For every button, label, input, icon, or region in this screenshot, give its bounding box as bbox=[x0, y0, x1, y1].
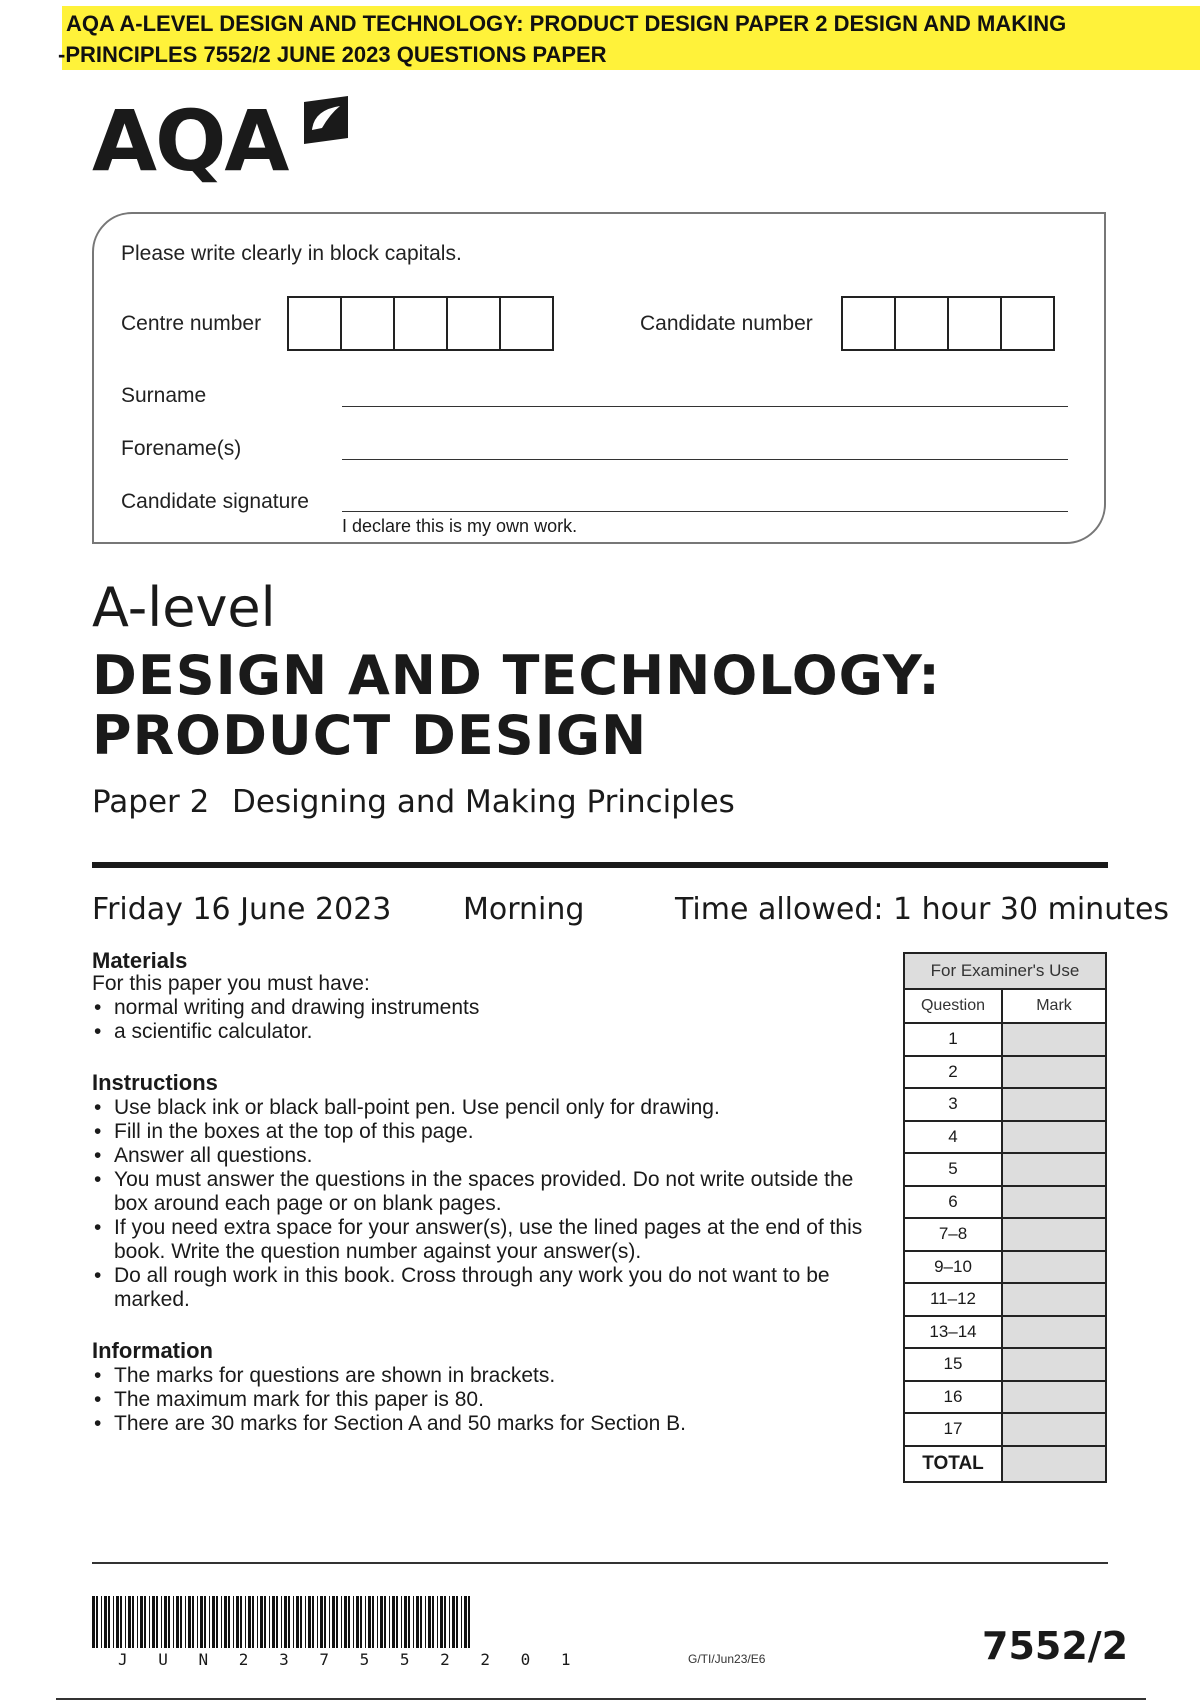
table-row bbox=[904, 1023, 1106, 1056]
table-row bbox=[904, 1251, 1106, 1284]
barcode-bar bbox=[293, 1596, 294, 1648]
mark-cell[interactable] bbox=[1002, 1056, 1106, 1089]
table-row bbox=[904, 1056, 1106, 1089]
barcode-bar bbox=[269, 1596, 270, 1648]
paper-number: Paper 2 bbox=[92, 784, 210, 820]
barcode-bar bbox=[276, 1596, 278, 1648]
materials-list bbox=[92, 996, 892, 1044]
mark-cell[interactable] bbox=[1002, 1153, 1106, 1186]
list-item: • If you need extra space for your answer(s), use the lined pages at the end of this book. Write the question number against your answer(s). bbox=[92, 1216, 882, 1264]
paper-title: Designing and Making Principles bbox=[232, 784, 735, 820]
table-row bbox=[904, 1153, 1106, 1186]
materials-intro: For this paper you must have: bbox=[92, 972, 370, 995]
barcode-bar bbox=[152, 1596, 155, 1648]
barcode-bar bbox=[176, 1596, 179, 1648]
centre-number-cell[interactable] bbox=[287, 296, 342, 351]
barcode-bar bbox=[353, 1596, 354, 1648]
barcode-bar bbox=[92, 1596, 95, 1648]
barcode-bar bbox=[456, 1596, 458, 1648]
barcode-bar bbox=[216, 1596, 218, 1648]
question-number: 4 bbox=[904, 1121, 1002, 1154]
subject-title-line-2: PRODUCT DESIGN bbox=[92, 704, 648, 767]
table-row bbox=[904, 1088, 1106, 1121]
question-number: 1 bbox=[904, 1023, 1002, 1056]
table-row bbox=[904, 1381, 1106, 1414]
signature-field[interactable] bbox=[342, 511, 1068, 512]
barcode bbox=[92, 1596, 474, 1648]
title-rule bbox=[92, 862, 1108, 868]
materials-heading: Materials bbox=[92, 948, 188, 973]
barcode-bar bbox=[461, 1596, 462, 1648]
mark-column-header: Mark bbox=[1002, 989, 1106, 1023]
mark-cell[interactable] bbox=[1002, 1413, 1106, 1446]
barcode-bar bbox=[221, 1596, 222, 1648]
table-row bbox=[904, 1186, 1106, 1219]
forenames-label: Forename(s) bbox=[121, 437, 242, 460]
barcode-bar bbox=[288, 1596, 290, 1648]
forenames-field[interactable] bbox=[342, 459, 1068, 460]
list-item: • Use black ink or black ball-point pen. Use pencil only for drawing. bbox=[92, 1096, 882, 1120]
barcode-bar bbox=[404, 1596, 407, 1648]
examiner-use-table bbox=[903, 952, 1107, 1483]
barcode-bar bbox=[252, 1596, 254, 1648]
mark-cell[interactable] bbox=[1002, 1381, 1106, 1414]
barcode-bar bbox=[428, 1596, 431, 1648]
barcode-bar bbox=[365, 1596, 366, 1648]
instructions-heading: Instructions bbox=[92, 1070, 218, 1095]
barcode-bar bbox=[168, 1596, 170, 1648]
barcode-bar bbox=[204, 1596, 206, 1648]
mark-cell[interactable] bbox=[1002, 1186, 1106, 1219]
signature-label: Candidate signature bbox=[121, 490, 309, 513]
exam-session: Morning bbox=[463, 892, 585, 927]
centre-number-cell[interactable] bbox=[499, 296, 554, 351]
barcode-bar bbox=[264, 1596, 266, 1648]
barcode-bar bbox=[413, 1596, 414, 1648]
barcode-digits: J U N 2 3 7 5 5 2 2 0 1 bbox=[118, 1650, 582, 1669]
footer-rule bbox=[92, 1562, 1108, 1564]
barcode-bar bbox=[329, 1596, 330, 1648]
barcode-bar bbox=[144, 1596, 146, 1648]
barcode-bar bbox=[188, 1596, 191, 1648]
barcode-bar bbox=[212, 1596, 215, 1648]
block-capitals-instruction: Please write clearly in block capitals. bbox=[121, 242, 462, 265]
table-row bbox=[904, 1218, 1106, 1251]
title-banner bbox=[58, 6, 1200, 70]
barcode-bar bbox=[449, 1596, 450, 1648]
question-number: 16 bbox=[904, 1381, 1002, 1414]
list-item: • Fill in the boxes at the top of this page. bbox=[92, 1120, 882, 1144]
barcode-bar bbox=[360, 1596, 362, 1648]
candidate-number-cell[interactable] bbox=[947, 296, 1002, 351]
barcode-bar bbox=[392, 1596, 395, 1648]
barcode-bar bbox=[245, 1596, 246, 1648]
barcode-bar bbox=[233, 1596, 234, 1648]
barcode-bar bbox=[341, 1596, 342, 1648]
barcode-bar bbox=[257, 1596, 258, 1648]
list-item: • The maximum mark for this paper is 80. bbox=[92, 1388, 892, 1412]
barcode-bar bbox=[185, 1596, 186, 1648]
mark-cell[interactable] bbox=[1002, 1023, 1106, 1056]
question-number: 17 bbox=[904, 1413, 1002, 1446]
barcode-bar bbox=[228, 1596, 230, 1648]
barcode-bar bbox=[272, 1596, 275, 1648]
barcode-bar bbox=[104, 1596, 107, 1648]
barcode-bar bbox=[192, 1596, 194, 1648]
barcode-bar bbox=[248, 1596, 251, 1648]
list-item: • You must answer the questions in the spaces provided. Do not write outside the box around each page or on blank pages. bbox=[92, 1168, 882, 1216]
qualification-level: A-level bbox=[92, 576, 276, 639]
barcode-bar bbox=[116, 1596, 119, 1648]
surname-label: Surname bbox=[121, 384, 207, 407]
barcode-bar bbox=[240, 1596, 242, 1648]
barcode-bar bbox=[408, 1596, 410, 1648]
barcode-bar bbox=[180, 1596, 182, 1648]
table-row bbox=[904, 1121, 1106, 1154]
mark-cell[interactable] bbox=[1002, 1316, 1106, 1349]
table-row bbox=[904, 1316, 1106, 1349]
barcode-bar bbox=[236, 1596, 239, 1648]
total-label: TOTAL bbox=[904, 1446, 1002, 1482]
barcode-bar bbox=[336, 1596, 338, 1648]
mark-cell[interactable] bbox=[1002, 1251, 1106, 1284]
barcode-bar bbox=[317, 1596, 318, 1648]
centre-number-cell[interactable] bbox=[340, 296, 395, 351]
examiner-table-title: For Examiner's Use bbox=[904, 953, 1106, 989]
candidate-number-label: Candidate number bbox=[640, 312, 813, 335]
barcode-bar bbox=[320, 1596, 323, 1648]
question-number: 6 bbox=[904, 1186, 1002, 1219]
barcode-bar bbox=[384, 1596, 386, 1648]
barcode-bar bbox=[156, 1596, 158, 1648]
barcode-bar bbox=[464, 1596, 467, 1648]
barcode-bar bbox=[281, 1596, 282, 1648]
barcode-bar bbox=[416, 1596, 419, 1648]
question-number: 3 bbox=[904, 1088, 1002, 1121]
table-row bbox=[904, 1283, 1106, 1316]
barcode-bar bbox=[173, 1596, 174, 1648]
centre-number-cell[interactable] bbox=[446, 296, 501, 351]
barcode-bar bbox=[120, 1596, 122, 1648]
centre-number-cell[interactable] bbox=[393, 296, 448, 351]
exam-date: Friday 16 June 2023 bbox=[92, 892, 392, 927]
document-reference: G/TI/Jun23/E6 bbox=[688, 1652, 766, 1666]
question-number: 5 bbox=[904, 1153, 1002, 1186]
barcode-bar bbox=[468, 1596, 470, 1648]
surname-field[interactable] bbox=[342, 406, 1068, 407]
list-item: • Answer all questions. bbox=[92, 1144, 882, 1168]
question-number: 15 bbox=[904, 1348, 1002, 1381]
list-item: • The marks for questions are shown in brackets. bbox=[92, 1364, 892, 1388]
barcode-bar bbox=[432, 1596, 434, 1648]
barcode-bar bbox=[324, 1596, 326, 1648]
barcode-bar bbox=[440, 1596, 443, 1648]
barcode-bar bbox=[224, 1596, 227, 1648]
barcode-bar bbox=[209, 1596, 210, 1648]
paper-code: 7552/2 bbox=[982, 1624, 1129, 1668]
question-number: 7–8 bbox=[904, 1218, 1002, 1251]
barcode-bar bbox=[344, 1596, 347, 1648]
declaration-text: I declare this is my own work. bbox=[342, 516, 578, 536]
total-row bbox=[904, 1446, 1106, 1482]
barcode-bar bbox=[348, 1596, 350, 1648]
barcode-bar bbox=[300, 1596, 302, 1648]
barcode-bar bbox=[140, 1596, 143, 1648]
barcode-bar bbox=[128, 1596, 131, 1648]
list-item: • normal writing and drawing instruments bbox=[92, 996, 892, 1020]
barcode-bar bbox=[164, 1596, 167, 1648]
barcode-bar bbox=[308, 1596, 311, 1648]
barcode-bar bbox=[125, 1596, 126, 1648]
question-column-header: Question bbox=[904, 989, 1002, 1023]
mark-cell[interactable] bbox=[1002, 1283, 1106, 1316]
aqa-logo-text: AQA bbox=[92, 92, 288, 190]
information-heading: Information bbox=[92, 1338, 213, 1363]
banner-line-2: -PRINCIPLES 7552/2 JUNE 2023 QUESTIONS PAPER bbox=[58, 42, 607, 67]
mark-cell[interactable] bbox=[1002, 1348, 1106, 1381]
barcode-bar bbox=[137, 1596, 138, 1648]
table-row bbox=[904, 1413, 1106, 1446]
candidate-number-boxes[interactable] bbox=[841, 296, 1055, 351]
barcode-bar bbox=[284, 1596, 287, 1648]
barcode-bar bbox=[437, 1596, 438, 1648]
list-item: • Do all rough work in this book. Cross through any work you do not want to be marked. bbox=[92, 1264, 882, 1312]
barcode-bar bbox=[389, 1596, 390, 1648]
barcode-bar bbox=[132, 1596, 134, 1648]
barcode-bar bbox=[108, 1596, 110, 1648]
barcode-bar bbox=[452, 1596, 455, 1648]
subject-title-line-1: DESIGN AND TECHNOLOGY: bbox=[92, 644, 941, 707]
mark-cell[interactable] bbox=[1002, 1218, 1106, 1251]
barcode-bar bbox=[200, 1596, 203, 1648]
barcode-bar bbox=[101, 1596, 102, 1648]
barcode-bar bbox=[444, 1596, 446, 1648]
centre-number-label: Centre number bbox=[121, 312, 262, 335]
barcode-bar bbox=[425, 1596, 426, 1648]
centre-number-boxes[interactable] bbox=[287, 296, 554, 351]
instructions-list bbox=[92, 1096, 882, 1312]
total-mark-cell[interactable] bbox=[1002, 1446, 1106, 1482]
candidate-number-cell[interactable] bbox=[894, 296, 949, 351]
barcode-bar bbox=[161, 1596, 162, 1648]
question-number: 13–14 bbox=[904, 1316, 1002, 1349]
barcode-bar bbox=[149, 1596, 150, 1648]
barcode-bar bbox=[372, 1596, 374, 1648]
list-item: • a scientific calculator. bbox=[92, 1020, 892, 1044]
aqa-logo-mark-icon bbox=[300, 94, 352, 146]
barcode-bar bbox=[356, 1596, 359, 1648]
question-number: 11–12 bbox=[904, 1283, 1002, 1316]
barcode-bar bbox=[377, 1596, 378, 1648]
information-list bbox=[92, 1364, 892, 1436]
candidate-number-cell[interactable] bbox=[841, 296, 896, 351]
barcode-bar bbox=[401, 1596, 402, 1648]
barcode-bar bbox=[420, 1596, 422, 1648]
barcode-bar bbox=[260, 1596, 263, 1648]
barcode-bar bbox=[305, 1596, 306, 1648]
candidate-number-cell[interactable] bbox=[1000, 296, 1055, 351]
banner-line-1: AQA A-LEVEL DESIGN AND TECHNOLOGY: PRODUCT DESIGN PAPER 2 DESIGN AND MAKING bbox=[66, 11, 1067, 36]
list-item: • There are 30 marks for Section A and 50 marks for Section B. bbox=[92, 1412, 892, 1436]
barcode-bar bbox=[296, 1596, 299, 1648]
barcode-bar bbox=[96, 1596, 98, 1648]
question-number: 9–10 bbox=[904, 1251, 1002, 1284]
barcode-bar bbox=[197, 1596, 198, 1648]
barcode-bar bbox=[332, 1596, 335, 1648]
barcode-bar bbox=[113, 1596, 114, 1648]
barcode-bar bbox=[396, 1596, 398, 1648]
table-row bbox=[904, 1348, 1106, 1381]
mark-cell[interactable] bbox=[1002, 1121, 1106, 1154]
barcode-bar bbox=[312, 1596, 314, 1648]
barcode-bar bbox=[368, 1596, 371, 1648]
time-allowed: Time allowed: 1 hour 30 minutes bbox=[675, 892, 1170, 927]
barcode-bar bbox=[380, 1596, 383, 1648]
question-number: 2 bbox=[904, 1056, 1002, 1089]
mark-cell[interactable] bbox=[1002, 1088, 1106, 1121]
